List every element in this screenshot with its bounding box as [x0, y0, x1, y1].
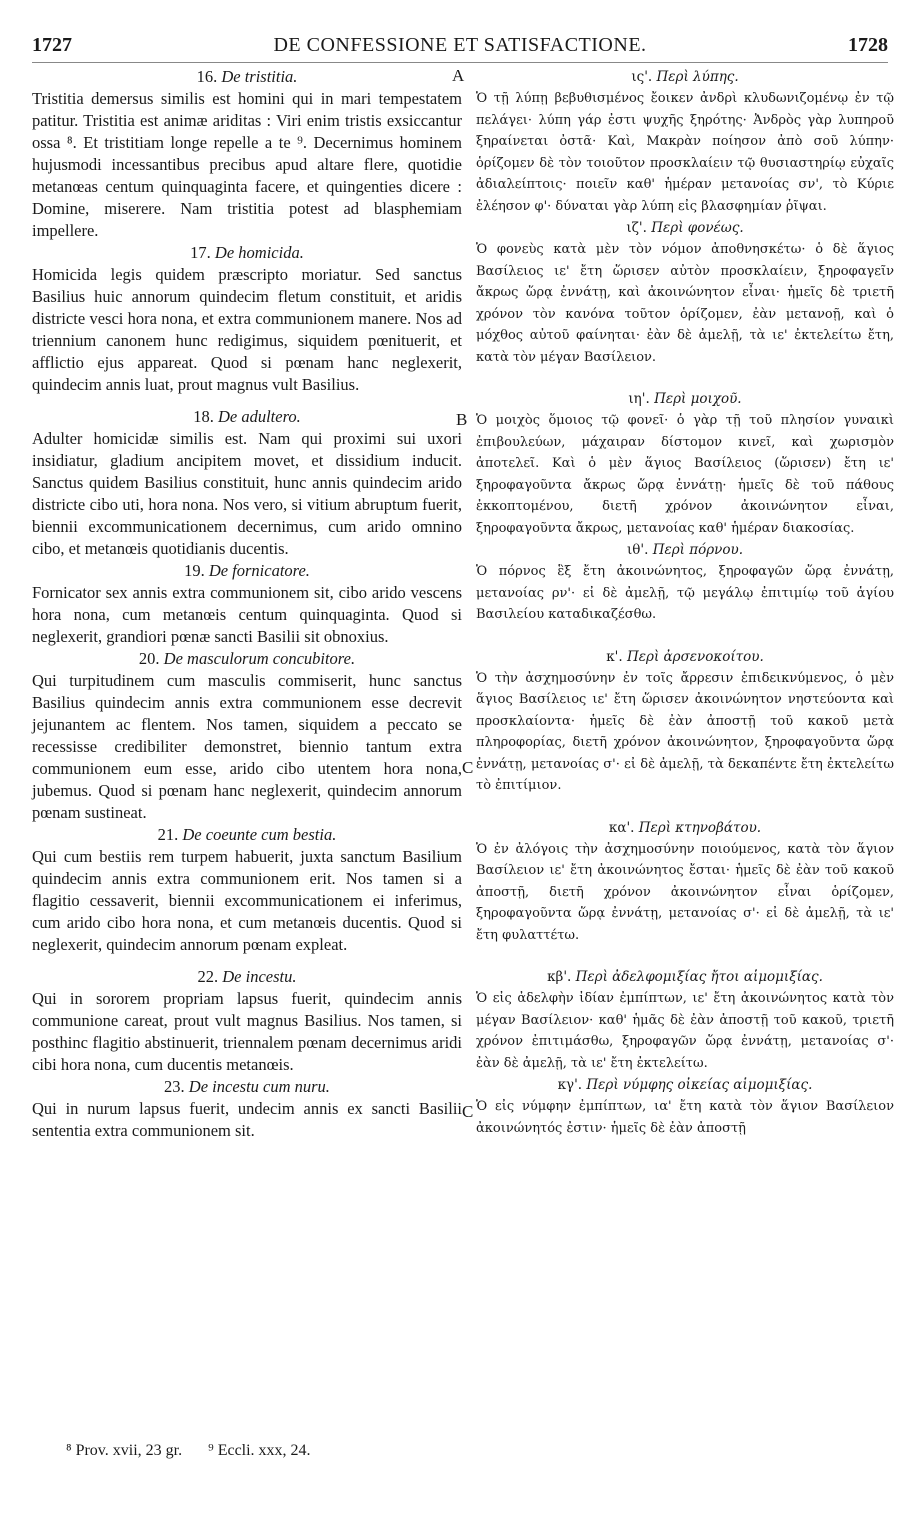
running-header — [32, 34, 888, 63]
canon-heading — [32, 824, 462, 846]
canon-text: Ὁ τὴν ἀσχημοσύνην ἐν τοῖς ἄρρεσιν ἐπιδεικνύμενος, ὁ μὲν ἅγιος Βασίλειος ιε' ἔτη ὥρισεν ἀκοινώνητον νηστεύοντα καὶ προσκλαίοντα· ἡμεῖς δὲ ἐὰν ἀποστῇ τοῦ κακοῦ μετὰ πληροφορίας, διετῆ χρόνον ἀκοινώνητον, ξηροφαγοῦντα ὥρᾳ ἐννάτῃ, μετανοίας σ'· εἰ δὲ ἀμελῇ, τὰ δεκαπέντε ἔτη ἐκτελείτω τὸ ἐπιτίμιον. — [476, 670, 894, 793]
running-title: DE CONFESSIONE ET SATISFACTIONE. — [273, 34, 647, 56]
canon-text: Qui turpitudinem cum masculis commiserit, hunc sanctus Basilius quindecim annis extra communionem esse decrevit jejunantem ac flentem. Nos tamen, siquidem a peccato se recessisse credibiliter demonstret, biennio tantum extra communionem eum esse, arido cibo utentem hora nona, jubemus. Quod si pœnam hanc neglexerit, quindecim annorum pœnam sustineat. — [32, 671, 462, 822]
canon-number: κα'. — [608, 819, 635, 836]
canon-number: κβ'. — [547, 969, 572, 985]
latin-canon-17 — [32, 242, 462, 396]
margin-mark-b: B — [456, 410, 468, 429]
canon-number: 18. — [193, 407, 214, 426]
greek-canon-21 — [476, 817, 894, 947]
canon-heading — [32, 242, 462, 264]
canon-heading — [476, 539, 894, 561]
canon-title: De masculorum concubitore. — [163, 649, 356, 668]
canon-title: De tristitia. — [221, 67, 298, 86]
canon-text: Tristitia demersus similis est homini qui in mari tempestatem patitur. Tristitia est animæ ariditas : Viri enim tristis exsiccantur ossa ⁸. Et tristitiam longe repelle a te ⁹. Decernimus hominem hujusmodi incessantibus precibus apud altare flere, quotidie metanœas centum quinquaginta facere, et quingenties dicere : Domine, miserere. Nam tristitia potest ad blasphemiam impellere. — [32, 89, 462, 240]
canon-text: Ὁ εἰς ἀδελφὴν ἰδίαν ἐμπίπτων, ιε' ἔτη ἀκοινώνητος κατὰ τὸν μέγαν Βασίλειον· καθ' ἡμᾶς δὲ ἐὰν ἀποστῇ τοῦ κακοῦ, τριετῆ χρόνον ἐπιτιμάσθω, ξηροφαγῶν ὥρᾳ ἐννάτῃ, μετανοίας σ'· ἐὰν δὲ ἀμελῇ, τὰ ιε' ἔτη ἐκτελείτω. — [476, 991, 894, 1071]
canon-text: Ὁ ἐν ἀλόγοις τὴν ἀσχημοσύνην ποιούμενος, κατὰ τὸν ἅγιον Βασίλειον ιε' ἔτη ἀκοινώνητος ἔσται· ἡμεῖς δὲ ἐὰν τοῦ κακοῦ ἀποστῇ, διετῆ χρόνον ἀκοινώνητον εἶναι ὁρίζομεν, ξηροφαγοῦντα ὥρᾳ ἐννάτῃ, μετανοίας σ'· εἰ δὲ ἀμελῇ, τὰ ιε' ἔτη φυλαττέτω. — [476, 841, 894, 943]
greek-canon-18 — [476, 388, 894, 539]
latin-canon-19 — [32, 560, 462, 648]
canon-title: Περὶ κτηνοβάτου. — [638, 819, 762, 836]
canon-title: Περὶ φονέως. — [651, 220, 744, 236]
latin-column — [32, 66, 465, 1142]
canon-heading — [476, 966, 894, 988]
canon-number: 22. — [197, 967, 219, 986]
latin-canon-22 — [32, 966, 462, 1076]
canon-number: 21. — [157, 825, 179, 844]
canon-number: ιζ'. — [626, 220, 647, 236]
margin-mark-c2: C — [462, 1102, 474, 1121]
canon-title: De incestu. — [222, 967, 297, 986]
latin-canon-16 — [32, 66, 465, 242]
canon-heading — [476, 817, 894, 839]
page-number-left: 1727 — [32, 34, 72, 56]
canon-number: 20. — [138, 649, 160, 668]
footnotes — [66, 1442, 333, 1460]
canon-heading — [476, 388, 894, 410]
canon-number: ιθ'. — [626, 542, 649, 558]
canon-heading — [476, 646, 894, 668]
canon-title: Περὶ πόρνου. — [652, 542, 744, 558]
margin-mark-a: A — [452, 66, 465, 85]
canon-heading — [32, 406, 462, 428]
canon-text: Homicida legis quidem præscripto moriatur. Sed sanctus Basilius huic annorum quindecim fletum constituit, et aridis districte vesci hora nona, et extra communionem manere. Nos ad triennium canonem hunc redigimus, siquidem pœnituerit, et afflictio ejus appareat. Quod si pœnam hanc neglexerit, quindecim annis luat, prout magnus vult Basilius. — [32, 265, 462, 394]
canon-number: 16. — [196, 67, 218, 86]
canon-heading — [32, 66, 465, 88]
greek-canon-22 — [476, 966, 894, 1074]
latin-canon-23 — [32, 1076, 462, 1142]
canon-text: Ὁ φονεὺς κατὰ μὲν τὸν νόμον ἀποθνησκέτω· ὁ δὲ ἅγιος Βασίλειος ιε' ἔτη ὥρισεν αὐτὸν προσκλαίειν, ξηροφαγεῖν ἄκρως ὥρᾳ ἐννάτῃ, καὶ ἀκοινώνητον εἶναι· ἡμεῖς δὲ τριετῆ χρόνον τὸν κανόνα τοῦτον ὁρίζομεν, ἐὰν μετανοῇ, καὶ ὁ μόχθος αὐτοῦ φαίνηται· ἐὰν δὲ ἀμελῇ, τὰ ιε' ἐκτελείτω ἔτη, κατὰ τὸν μέγαν Βασίλειον. — [476, 242, 894, 365]
greek-canon-17 — [476, 217, 894, 368]
canon-title: Περὶ λύπης. — [656, 69, 739, 85]
canon-text: Ὁ τῇ λύπῃ βεβυθισμένος ἔοικεν ἀνδρὶ κλυδωνιζομένῳ ἐν τῷ πελάγει· λύπη γάρ ἐστι ψυχῆς ξηρότης· Ἀνδρὸς γὰρ λυπηροῦ ξηραίνεται ὀστᾶ· Καὶ, Μακρὰν ποίησον ἀπὸ σοῦ λύπην· ὁρίζομεν δὲ τὸν τοιοῦτον προσκλαίειν τῷ θυσιαστηρίῳ εὐχαῖς ἀδιαλείπτοις· ποιεῖν καθ' ἡμέραν μετανοίας σν', τὸ Κύριε ἐλέησον φ'· δύναται γὰρ λύπη εἰς βλασφημίαν ῥῖψαι. — [476, 91, 894, 214]
canon-text: Fornicator sex annis extra communionem sit, cibo arido vescens hora nona, cum metanœis centum quinquaginta. Quod si neglexerit, grandiori pœnæ sancti Basilii sit obnoxius. — [32, 583, 462, 646]
canon-number: κγ'. — [557, 1077, 583, 1093]
latin-canon-21 — [32, 824, 462, 956]
canon-title: Περὶ ἀρσενοκοίτου. — [626, 648, 764, 665]
canon-title: Περὶ νύμφης οἰκείας αἱμομιξίας. — [586, 1077, 813, 1093]
canon-number: 17. — [190, 243, 211, 262]
canon-number: 23. — [164, 1077, 185, 1096]
greek-canon-16 — [476, 66, 894, 217]
greek-canon-23 — [476, 1074, 894, 1139]
page-number-right: 1728 — [848, 34, 888, 56]
canon-text: Adulter homicidæ similis est. Nam qui proximi sui uxori insidiatur, gladium ancipitem movet, et dissidium inducit. Sanctus quidem Basilius constituit, hunc annis quindecim arido districte cibo uti, hora nona. Nos vero, si vitium abruptum fuerit, biennii excommunicationem decernimus, cum arido omnino cibo, et metanœis quotidianis ducentis. — [32, 429, 462, 558]
margin-mark-c1: C — [462, 758, 474, 777]
canon-number: 19. — [184, 561, 205, 580]
canon-title: De incestu cum nuru. — [188, 1077, 330, 1096]
canon-number: ις'. — [631, 69, 653, 85]
canon-heading — [476, 1074, 894, 1096]
canon-heading — [32, 966, 462, 988]
canon-text: Qui in sororem propriam lapsus fuerit, quindecim annis communione careat, prout vult magnus Basilius. Nos tamen, si posthinc flagitio abstinuerit, triennalem pœnam decernimus aridi cibi hora nona, cum ducentis metanœis. — [32, 989, 462, 1074]
canon-title: De homicida. — [214, 243, 304, 262]
canon-heading — [32, 1076, 462, 1098]
canon-title: De fornicatore. — [208, 561, 310, 580]
canon-text: Ὁ πόρνος ἓξ ἔτη ἀκοινώνητος, ξηροφαγῶν ὥρᾳ ἐννάτῃ, μετανοίας ρν'· εἰ δὲ ἀμελῇ, τῷ μεγάλῳ ἐπιτιμίῳ τοῦ ἁγίου Βασιλείου καταδικαζέσθω. — [476, 564, 894, 622]
canon-number: κ'. — [606, 648, 623, 665]
greek-canon-20 — [476, 646, 894, 797]
canon-title: Περὶ μοιχοῦ. — [654, 391, 742, 407]
latin-canon-20 — [32, 648, 462, 824]
canon-heading — [32, 560, 462, 582]
canon-heading — [32, 648, 462, 670]
canon-text: Ὁ μοιχὸς ὅμοιος τῷ φονεῖ· ὁ γὰρ τῇ τοῦ πλησίον γυναικὶ ἐπιβουλεύων, μάχαιραν δίστομον κινεῖ, καὶ χωρισμὸν ἀποτελεῖ. Καὶ ὁ μὲν ἅγιος Βασίλειος (ὥρισεν) ἔτη ιε' ξηροφαγοῦντα ἄκρως ὥρᾳ ἐννάτῃ· ἡμεῖς δὲ τοῦ πάθους ἐκκοπτομένου, διετῆ χρόνον ἀκοινώνητον εἶναι, ξηροφαγοῦντα ἄκρως, μετανοίας καθ' ἡμέραν διακοσίας. — [476, 413, 894, 536]
canon-text: Qui in nurum lapsus fuerit, undecim annis ex sancti Basilii sententia extra communionem sit. — [32, 1099, 462, 1140]
footnote-8: ⁸ Prov. xvii, 23 gr. — [66, 1442, 183, 1459]
canon-number: ιη'. — [628, 391, 650, 407]
canon-heading — [476, 66, 894, 88]
greek-canon-19 — [476, 539, 894, 626]
canon-title: De coeunte cum bestia. — [182, 825, 337, 844]
greek-column — [476, 66, 894, 1139]
footnote-9: ⁹ Eccli. xxx, 24. — [208, 1442, 311, 1459]
latin-canon-18 — [32, 406, 462, 560]
canon-title: Περὶ ἀδελφομιξίας ἤτοι αἱμομιξίας. — [575, 969, 823, 985]
canon-heading — [476, 217, 894, 239]
canon-text: Ὁ εἰς νύμφην ἐμπίπτων, ια' ἔτη κατὰ τὸν ἅγιον Βασίλειον ἀκοινώνητός ἐστιν· ἡμεῖς δὲ ἐὰν ἀποστῇ — [476, 1099, 894, 1136]
canon-text: Qui cum bestiis rem turpem habuerit, juxta sanctum Basilium quindecim annis extra communionem erit. Nos tamen si a flagitio cessaverit, biennii excommunicationem ei inferimus, cum arido cibo hora nona, et cum metanœis ducentis. Quod si neglexerit, quindecim annorum pœnam expleat. — [32, 847, 462, 954]
canon-title: De adultero. — [217, 407, 301, 426]
